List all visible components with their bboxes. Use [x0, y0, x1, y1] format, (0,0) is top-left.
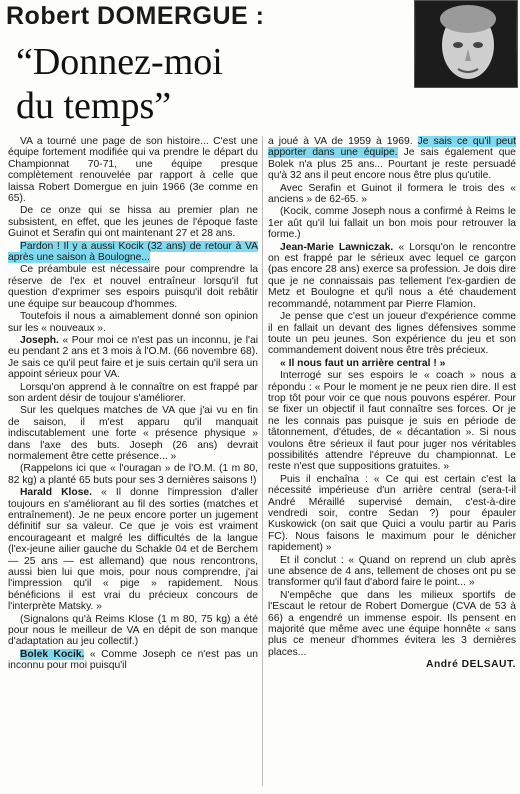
- portrait-photo: [414, 0, 518, 88]
- quote-line-1: “Donnez-moi: [16, 41, 223, 83]
- paragraph-text: Je sais également que Bolek n'a plus 25 ans... Pourtant je reste persuadé qu'à 32 ans il peut encore nous être plus qu'utile.: [268, 147, 516, 182]
- headline-name: Robert DOMERGUE :: [6, 2, 265, 30]
- paragraph: Sur les quelques matches de VA que j'ai vu en fin de saison, il m'est apparu qu'il manquait indiscutablement une forte « présence physique » dans l'axe des buts. Joseph (26 ans) devrait normalement être cette présence... »: [8, 405, 258, 462]
- paragraph: Puis il enchaîna : « Ce qui est certain c'est la nécessité impérieuse d'un arrière central (sera-t-il André Méraillé supervisé demain, c'est-à-dire vendredi soir, contre Sedan ?) pour épauler Kuskowick (on sait que Quici a voulu partir au Paris FC). Nous faisons le maximum pour le dénicher rapidement) »: [268, 473, 516, 554]
- article-column-right: [268, 136, 516, 792]
- subheading: « Il nous faut un arrière central ! »: [280, 357, 446, 369]
- author-signature: André DELSAUT.: [426, 659, 516, 671]
- paragraph: Interrogé sur ses espoirs le « coach » nous a répondu : « Pour le moment je ne peux rien dire. Il est trop tôt pour voir ce que nous pouvons espérer. Pour se fixer un objectif il faut connaître ses forces. Or je ne les connais pas puisque je suis en période de tâtonnement, d'études, de « décantation ». Si nous voulons être sérieux il faut pour juger nos véritables possibilités attendre l'épreuve du championnat. Le reste n'est que suppositions gratuites. »: [268, 370, 516, 473]
- paragraph-text: a joué à VA de 1959 à 1969.: [268, 136, 413, 147]
- paragraph: (Signalons qu'à Reims Klose (1 m 80, 75 kg) a été pour nous le meilleur de VA en dépit de son manque d'adaptation au jeu collectif.): [8, 613, 258, 648]
- paragraph-text: « Lorsqu'on le rencontre on est frappé par le sérieux avec lequel ce garçon (pas encore 28 ans) exerce sa profession. Je dois dire que je ne connaissais pas tellement l'ex-gardien de Metz et Boulogne et qu'il nous a été chaudement recommandé, notamment par Pierre Flamion.: [268, 241, 516, 310]
- paragraph: (Rappelons ici que « l'ouragan » de l'O.M. (1 m 80, 82 kg) a planté 65 buts pour ses 3 dernières saisons !): [8, 463, 258, 486]
- paragraph: [268, 242, 516, 310]
- article-column-left: [8, 136, 258, 792]
- paragraph: Ce préambule est nécessaire pour comprendre la réserve de l'ex et nouvel entraîneur lorsqu'il fut question d'exprimer ses espoirs puisqu'il doit rebâtir une équipe sur beaucoup d'hommes.: [8, 264, 258, 310]
- player-name: Harald Klose.: [20, 487, 93, 499]
- paragraph: Et il conclut : « Quand on reprend un club après une absence de 4 ans, tellement de choses ont pu se transformer qu'il faut d'abord faire le point... »: [268, 554, 516, 589]
- player-name: Jean-Marie Lawniczak.: [280, 241, 394, 253]
- portrait-icon: [415, 1, 517, 87]
- paragraph: [8, 487, 258, 612]
- paragraph: VA a tourné une page de son histoire... C'est une équipe fortement modifiée qui va prendre le départ du Championnat 70-71, une équipe presque complètement renouvelée par rapport à celle que laissa Robert Domergue en juin 1966 (3e comme en 65).: [8, 136, 258, 205]
- paragraph: [8, 335, 258, 381]
- paragraph: Je pense que c'est un joueur d'expérience comme il en fallait un devant des lignes défensives somme toute un peu jeunes. Son expérience du jeu et son commandement doivent nous être très précieux.: [268, 311, 516, 357]
- paragraph: Lorsqu'on apprend à le connaître on est frappé par son ardent désir de toujour s'améliorer.: [8, 381, 258, 404]
- paragraph: [8, 649, 258, 672]
- paragraph-text: « Comme Joseph ce n'est pas un inconnu pour moi puisqu'il: [8, 648, 258, 672]
- paragraph: [268, 136, 516, 182]
- highlight: Je sais ce qu'il peut apporter dans une équipe.: [268, 136, 516, 159]
- player-name-highlight: Bolek Kocik.: [20, 648, 85, 660]
- highlight: Pardon ! Il y a aussi Kocik (32 ans) de retour à VA après une saison à Boulogne...: [8, 240, 258, 264]
- column-divider: [262, 136, 263, 786]
- paragraph-text: « Pour moi ce n'est pas un inconnu, je l'ai eu pendant 2 ans et 3 mois à l'O.M. (66 novembre 68). Je sais ce qu'il peut faire et je suis certain qu'il sera un appoint sérieux pour VA.: [8, 334, 258, 381]
- paragraph: De ce onze qui se hissa au premier plan ne subsistent, en effet, que les jeunes de l'époque faste Guinot et Serafin qui ont maintenant 27 et 28 ans.: [8, 205, 258, 240]
- paragraph: (Kocik, comme Joseph nous a confirmé à Reims le 1er aût qu'il lui fallait un bon mois pour retrouver la forme.): [268, 206, 516, 241]
- paragraph-highlight: [8, 241, 258, 264]
- quote-line-2: du temps”: [16, 85, 172, 127]
- paragraph: N'empêche que dans les milieux sportifs de l'Escaut le retour de Robert Domergue (CVA de 53 à 66) a engendré un immense espoir. Ils pensent en majorité que même avec une équipe honnête « sans plus ce meneur d'hommes évitera les 3 dernières places...: [268, 589, 516, 658]
- paragraph: Toutefois il nous a aimablement donné son opinion sur les « nouveaux ».: [8, 311, 258, 334]
- paragraph: Avec Serafin et Guinot il formera le trois des « anciens » de 62-65. »: [268, 182, 516, 206]
- player-name: Joseph.: [20, 334, 59, 346]
- paragraph-text: « Il donne l'impression d'aller toujours en s'améliorant au fil des sorties (matches et entraînement). Je ne peux encore porter un jugement définitif sur sa valeur. Ce que je vois est vraiment encourageant et malgré les difficultés de la langue (l'ex-jeune ailier gauche du Schakle 04 et de Berchem — 25 ans — est allemand) que nous rencontrons, aussi bien lui que mois, pour nous comprendre, j'ai l'impression qu'il « pige » rapidement. Nous bénéficions il est vrai du précieux concours de l'interprète Matsky. »: [8, 487, 258, 613]
- headline-quote: [16, 40, 416, 128]
